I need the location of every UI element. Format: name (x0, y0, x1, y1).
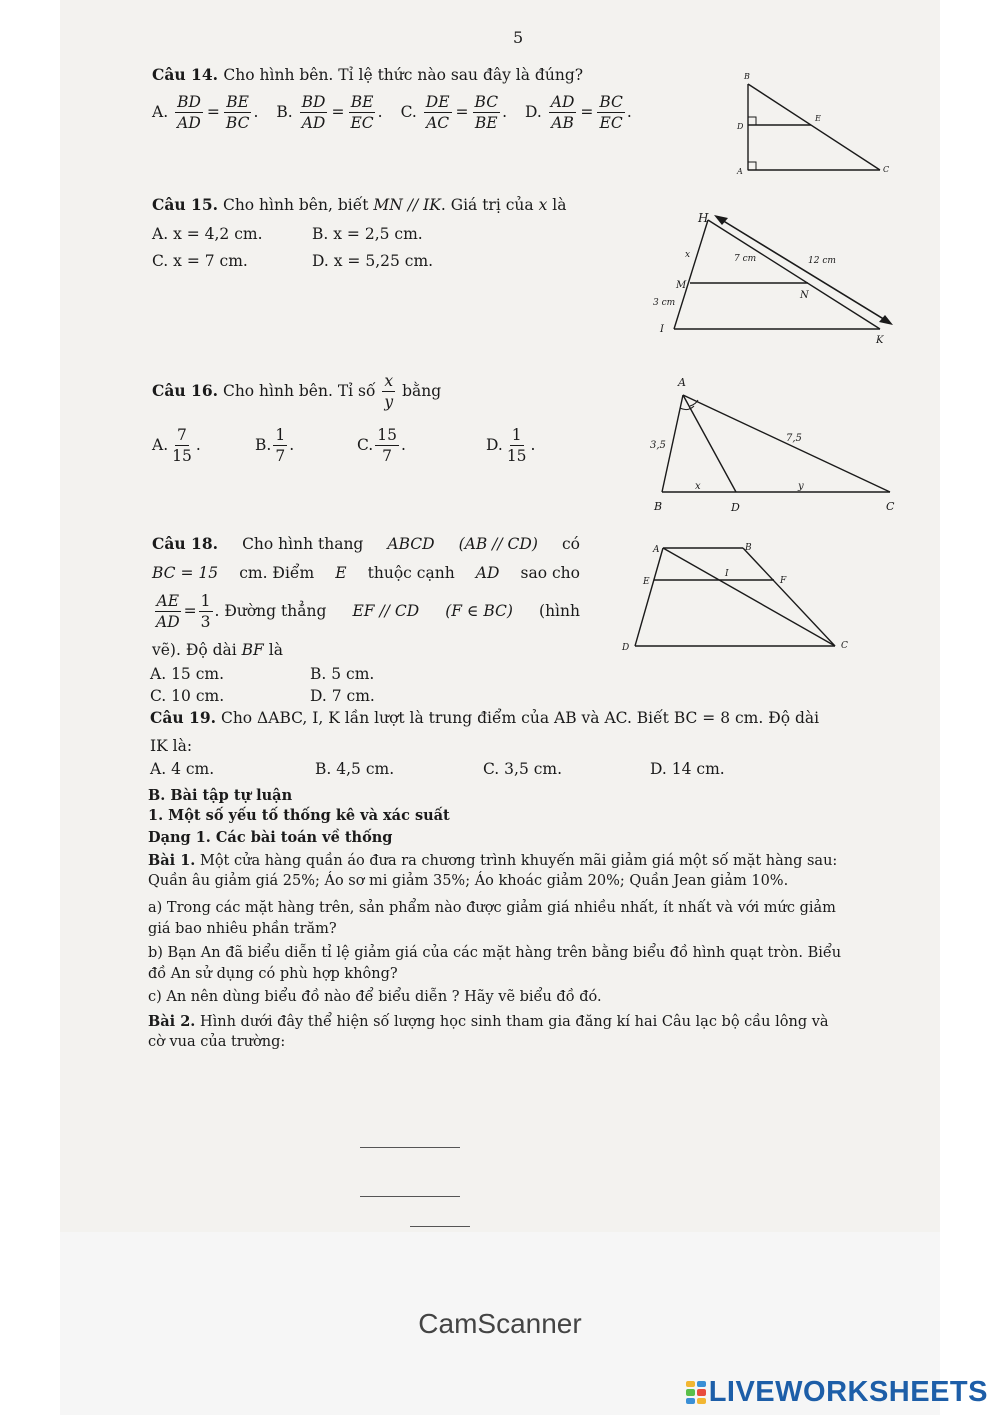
q18-line4a: vẽ). Độ dài (152, 641, 237, 659)
q15-label-12cm: 12 cm (808, 256, 836, 266)
q18-frac-num: AE (156, 591, 180, 610)
q19-label: Câu 19. (150, 708, 217, 727)
liveworksheets-text: LIVEWORKSHEETS (708, 1376, 988, 1408)
q14-option-a-rden: BC (225, 113, 250, 132)
q18-label-e: E (643, 577, 650, 587)
q19-option-b-key: B. (315, 760, 332, 778)
bai1-a-line2: giá bao nhiêu phần trăm? (148, 921, 337, 937)
q18-frac-den: AD (156, 612, 180, 631)
q16-ratio-den: y (384, 392, 394, 411)
q18-line2b: cm. Điểm (239, 564, 315, 582)
q18-line3a: . Đường thẳng (214, 602, 327, 620)
q14-option-b-right (348, 92, 375, 133)
q15-option-c-key: C. (152, 252, 169, 270)
q16-label-3-5: 3,5 (650, 440, 666, 451)
q19-option-c-key: C. (483, 760, 500, 778)
q14-label: Câu 14. (152, 65, 219, 84)
q18-line4c: là (268, 641, 283, 659)
q16-ratio (382, 371, 395, 412)
q19-option-c (483, 758, 562, 780)
q14-option-a-lnum: BD (177, 92, 201, 111)
q14-option-b-rnum: BE (350, 92, 374, 111)
q14-option-d-lnum: AD (550, 92, 575, 111)
bai2-text1: Hình dưới đây thể hiện số lượng học sinh tham gia đăng kí hai Câu lạc bộ cầu lông và (199, 1014, 829, 1030)
q16-option-d-frac (505, 425, 529, 466)
q18-line3 (152, 586, 580, 636)
q14-option-a-right (224, 92, 252, 133)
q18-option-a-text: 15 cm. (171, 665, 225, 683)
section-b-title: B. Bài tập tự luận (148, 787, 293, 804)
liveworksheets-logo-icon (686, 1381, 706, 1405)
bai2-line1 (148, 1012, 829, 1032)
q14-option-b-left (300, 92, 328, 133)
q16-tail: bằng (402, 382, 442, 400)
q15-option-c (152, 250, 248, 272)
q18-frac-left (154, 591, 182, 632)
q18-option-a-key: A. (150, 665, 167, 683)
q16-label-c: C (886, 500, 895, 513)
q15-arrow-head-h (714, 215, 728, 225)
camscanner-watermark: CamScanner (418, 1308, 582, 1339)
q19-line1 (150, 707, 819, 729)
q19-option-a-text: 4 cm. (171, 760, 215, 778)
q16-label-d: D (731, 501, 740, 514)
q18-line3d: (hình (539, 602, 580, 620)
bai1-b-line2: đồ An sử dụng có phù hợp không? (148, 966, 398, 982)
q18-figure (615, 538, 855, 658)
q16-option-d: D. $\frac{1}{15}$ . (486, 425, 536, 465)
q15-side-hk (708, 220, 880, 329)
q14-option-c-rden: BE (474, 113, 498, 132)
bai1-text1: Một cửa hàng quần áo đưa ra chương trình khuyến mãi giảm giá một số mặt hàng sau: (199, 853, 838, 869)
q16-bisector-ad (683, 395, 736, 492)
q14-option-a-left (175, 92, 203, 133)
q18-label-f: F (780, 576, 787, 586)
q19-text: Cho ΔABC, I, K lần lượt là trung điểm của AB và AC. Biết BC = 8 cm. Độ dài (220, 709, 820, 727)
q14-label-b: B (744, 72, 750, 81)
q15-arrow-head-k (879, 315, 893, 325)
q18-option-a (150, 663, 224, 685)
q14-option-c-lnum: DE (425, 92, 450, 111)
q14-text: Cho hình bên. Tỉ lệ thức nào sau đây là đúng? (223, 66, 584, 84)
bai1-line1 (148, 851, 837, 871)
q18-option-b (310, 663, 374, 685)
q15-relation: MN // IK (373, 196, 441, 214)
q15-label-k: K (876, 335, 884, 346)
q16-option-b: B. $\frac{1}{7}$ . (255, 425, 295, 465)
q18-label-b: B (745, 543, 752, 553)
q15-text-before: Cho hình bên, biết (222, 196, 369, 214)
q14-option-a-key: A. (152, 103, 169, 121)
q14-option-a-equals: = (206, 103, 220, 121)
q18-option-c (150, 685, 224, 707)
q16-option-b-frac (273, 425, 287, 466)
q14-label-d: D (737, 122, 744, 131)
q18-label: Câu 18. (152, 534, 219, 553)
q14-option-b-lnum: BD (301, 92, 326, 111)
q14-option-b-lden: AD (301, 113, 326, 132)
q14-figure (730, 70, 900, 180)
q14-header (152, 64, 583, 86)
q16-option-b-den: 7 (275, 446, 286, 465)
bai2-line2: cờ vua của trường: (148, 1034, 286, 1050)
q18-label-i: I (725, 569, 729, 579)
q18-line3c: (F ∈ BC) (445, 602, 513, 620)
q18-label-d: D (622, 643, 630, 653)
q18-line3b: EF // CD (352, 602, 420, 620)
q15-option-b-text: x = 2,5 cm. (333, 225, 423, 243)
q18-line2a: BC = 15 (152, 564, 219, 582)
q16-option-c: C. $\frac{15}{7}$ . (357, 425, 406, 465)
q18-line4 (152, 639, 283, 661)
q14-option-b: B. $\frac{BD}{AD}$ = $\frac{BE}{EC}$ . (276, 92, 383, 132)
q14-option-d-left (549, 92, 577, 133)
q18-label-c: C (841, 641, 848, 651)
q19-option-d (650, 758, 725, 780)
q16-label-b: B (654, 500, 663, 513)
q18-line1c: (AB // CD) (458, 535, 538, 553)
q18-frac-right (199, 591, 213, 632)
q19-option-a (150, 758, 214, 780)
q16-option-b-key: B. (255, 436, 272, 454)
q14-option-d-rden: EC (599, 113, 623, 132)
q15-label-i: I (660, 324, 664, 335)
q14-option-c-right (473, 92, 501, 133)
q16-option-c-num: 15 (377, 425, 397, 444)
q15-label-x: x (685, 250, 691, 260)
q16-option-c-frac (375, 425, 399, 466)
q18-option-b-key: B. (310, 665, 327, 683)
q18-line1a: Cho hình thang (242, 535, 364, 553)
q18-diagonal-ac (663, 548, 835, 646)
q16-option-a-den: 15 (172, 446, 192, 465)
q15-side-hi (674, 220, 708, 329)
q15-option-d (312, 250, 433, 272)
q14-option-d-rnum: BC (599, 92, 623, 111)
section-b-sub2: Dạng 1. Các bài toán về thống (148, 829, 393, 846)
q15-label-h: H (698, 211, 709, 225)
q18-ratio-group: $\frac{AE}{AD}$ = $\frac{1}{3}$ . Đường thẳng (156, 591, 327, 631)
q14-side-bc (748, 84, 880, 170)
q15-label-3cm: 3 cm (653, 298, 676, 308)
q15-label-m: M (676, 280, 687, 291)
q14-label-e: E (815, 114, 821, 123)
q16-label-x: x (695, 481, 701, 492)
q16-label-7-5: 7,5 (786, 433, 802, 444)
q19-option-b (315, 758, 394, 780)
bai1-b-line1: b) Bạn An đã biểu diễn tỉ lệ giảm giá của các mặt hàng trên bằng biểu đồ hình quạt tròn. Biểu (148, 945, 842, 961)
q14-option-a-rnum: BE (226, 92, 250, 111)
q18-option-d-key: D. (310, 687, 327, 705)
q14-option-c-lden: AC (426, 113, 450, 132)
q15-var: x (538, 196, 548, 214)
q15-label-n: N (800, 290, 809, 301)
q14-options (152, 88, 632, 136)
q19-line2: IK là: (150, 737, 193, 755)
q18-option-c-text: 10 cm. (171, 687, 225, 705)
q14-right-angle-a (748, 162, 756, 170)
q14-label-c: C (883, 165, 890, 174)
q16-ratio-num: x (384, 371, 394, 390)
scan-line-2 (360, 1196, 460, 1197)
q16-option-d-key: D. (486, 436, 503, 454)
q16-header (152, 366, 441, 416)
q14-option-b-rden: EC (350, 113, 374, 132)
q14-option-b-equals: = (331, 103, 345, 121)
q19-option-d-key: D. (650, 760, 667, 778)
bai1-line2: Quần âu giảm giá 25%; Áo sơ mi giảm 35%; Áo khoác giảm 20%; Quần Jean giảm 10%. (148, 873, 789, 889)
q15-header (152, 194, 566, 216)
scan-line-3 (410, 1226, 470, 1227)
q14-option-d-key: D. (525, 103, 542, 121)
q18-line1d: có (561, 535, 580, 553)
q16-angle-mark-1 (680, 406, 694, 410)
q16-option-d-num: 1 (511, 425, 522, 444)
q16-option-c-den: 7 (382, 446, 393, 465)
q15-label-7cm: 7 cm (734, 254, 757, 264)
q15-option-b-key: B. (312, 225, 329, 243)
q15-text-after: . Giá trị của (440, 196, 534, 214)
q18-option-d (310, 685, 375, 707)
q16-option-a-key: A. (152, 436, 169, 454)
q18-line2 (152, 562, 580, 584)
q18-line2f: sao cho (520, 564, 580, 582)
q15-arrow-line (717, 217, 890, 323)
q15-is: là (552, 196, 567, 214)
q15-option-a-key: A. (152, 225, 169, 243)
q14-option-d-equals: = (580, 103, 594, 121)
q14-option-d-right (597, 92, 625, 133)
q18-line2c: E (335, 564, 347, 582)
q18-option-c-key: C. (150, 687, 167, 705)
bai1-c-line: c) An nên dùng biểu đồ nào để biểu diễn ? Hãy vẽ biểu đồ đó. (148, 989, 602, 1005)
q18-option-b-text: 5 cm. (331, 665, 375, 683)
q18-line4b: BF (241, 641, 264, 659)
q18-line2d: thuộc cạnh (367, 564, 455, 582)
q19-option-b-text: 4,5 cm. (336, 760, 395, 778)
q18-label-a: A (653, 545, 660, 555)
bai2-label: Bài 2. (148, 1013, 196, 1030)
q14-option-c-key: C. (400, 103, 417, 121)
q14-option-c: C. $\frac{DE}{AC}$ = $\frac{BC}{BE}$ . (400, 92, 507, 132)
q18-line1b: ABCD (387, 535, 435, 553)
q16-label-a: A (678, 376, 686, 389)
q19-option-d-text: 14 cm. (671, 760, 725, 778)
q18-option-d-text: 7 cm. (331, 687, 375, 705)
q16-option-c-key: C. (357, 436, 374, 454)
q16-label-y: y (798, 481, 804, 492)
q18-line1 (152, 533, 580, 555)
q16-option-a: A. $\frac{7}{15}$ . (152, 425, 201, 465)
page-number: 5 (513, 28, 524, 47)
bai1-a-line1: a) Trong các mặt hàng trên, sản phẩm nào được giảm giá nhiều nhất, ít nhất và với mức giảm (148, 900, 836, 916)
q15-option-b (312, 223, 423, 245)
q16-option-b-num: 1 (275, 425, 286, 444)
q18-side-ad (635, 548, 663, 646)
q16-figure (640, 370, 905, 520)
q18-frac-r-num: 1 (200, 591, 211, 610)
q14-option-d: D. $\frac{AD}{AB}$ = $\frac{BC}{EC}$ . (525, 92, 632, 132)
q15-option-d-key: D. (312, 252, 329, 270)
q14-option-c-rnum: BC (474, 92, 499, 111)
q14-option-c-equals: = (455, 103, 469, 121)
q14-option-b-key: B. (276, 103, 293, 121)
q14-option-d-lden: AB (551, 113, 574, 132)
q18-frac-r-den: 3 (200, 612, 211, 631)
q15-figure (640, 205, 900, 350)
q19-option-c-text: 3,5 cm. (504, 760, 563, 778)
scan-line-1 (360, 1147, 460, 1148)
q15-option-c-text: x = 7 cm. (173, 252, 248, 270)
section-b-sub1: 1. Một số yếu tố thống kê và xác suất (148, 807, 450, 824)
q16-option-a-frac (170, 425, 194, 466)
q14-option-a-lden: AD (177, 113, 201, 132)
q14-right-angle-d (748, 117, 756, 125)
liveworksheets-brand[interactable] (686, 1376, 988, 1409)
q14-label-a: A (737, 167, 743, 176)
q15-label: Câu 15. (152, 195, 219, 214)
q15-option-a (152, 223, 263, 245)
q16-label: Câu 16. (152, 381, 219, 400)
q16-option-a-num: 7 (177, 425, 187, 444)
q16-text: Cho hình bên. Tỉ số (222, 382, 376, 400)
q16-option-d-den: 15 (506, 446, 527, 465)
q18-side-bc (743, 548, 835, 646)
q15-option-a-text: x = 4,2 cm. (173, 225, 263, 243)
q14-option-a: A. $\frac{BD}{AD}$ = $\frac{BE}{BC}$ . (152, 92, 259, 132)
q18-line2e: AD (475, 564, 500, 582)
q14-option-c-left (424, 92, 452, 133)
q15-option-d-text: x = 5,25 cm. (333, 252, 434, 270)
q19-option-a-key: A. (150, 760, 167, 778)
bai1-label: Bài 1. (148, 852, 196, 869)
